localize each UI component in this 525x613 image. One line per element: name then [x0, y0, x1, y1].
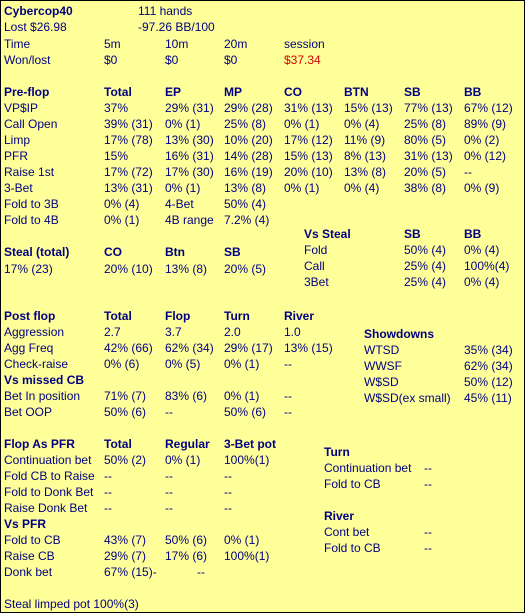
vs-pfr-cell: --: [197, 565, 205, 579]
flop-pfr-title: Flop As PFR: [4, 437, 75, 451]
bb-per-100: -97.26 BB/100: [138, 20, 215, 34]
steal-co-header: CO: [104, 245, 122, 259]
won-lost-10m: $0: [165, 53, 179, 67]
postflop-cell: 2.7: [104, 325, 121, 339]
vs-pfr-title: Vs PFR: [4, 517, 47, 531]
preflop-cell: 17% (30): [165, 165, 214, 179]
preflop-cell: 17% (12): [284, 133, 333, 147]
flop-pfr-row-label: Raise Donk Bet: [4, 501, 88, 515]
steal-total-value: 17% (23): [4, 262, 53, 276]
preflop-cell: 0% (1): [104, 213, 140, 227]
vs-pfr-row-label: Raise CB: [4, 549, 55, 563]
flop-pfr-3bet-header: 3-Bet pot: [224, 437, 276, 451]
preflop-row-label: Limp: [4, 133, 31, 147]
preflop-row-label: Fold to 3B: [4, 197, 59, 211]
postflop-river-header: River: [284, 309, 315, 323]
flop-pfr-row-label: Continuation bet: [4, 453, 92, 467]
flop-pfr-cell: --: [104, 469, 112, 483]
vs-pfr-row-label: Donk bet: [4, 565, 53, 579]
preflop-cell: 0% (1): [165, 117, 201, 131]
postflop-turn-header: Turn: [224, 309, 250, 323]
preflop-btn-header: BTN: [344, 85, 369, 99]
preflop-cell: 13% (8): [344, 165, 387, 179]
missed-cb-cell: --: [165, 405, 173, 419]
postflop-cell: 42% (66): [104, 341, 153, 355]
turn-row-label: Continuation bet: [324, 461, 412, 475]
preflop-cell: 15% (13): [344, 101, 393, 115]
preflop-cell: 7.2% (4): [224, 213, 270, 227]
vs-steal-cell: 25% (4): [404, 275, 447, 289]
turn-cell: --: [424, 477, 432, 491]
preflop-cell: 0% (12): [464, 149, 507, 163]
vs-steal-row-label: Call: [304, 259, 325, 273]
postflop-cell: 0% (5): [165, 357, 201, 371]
postflop-cell: 0% (1): [224, 357, 260, 371]
turn-title: Turn: [324, 445, 350, 459]
vs-steal-cell: 0% (4): [464, 243, 500, 257]
flop-pfr-cell: --: [224, 485, 232, 499]
missed-cb-cell: 50% (6): [104, 405, 147, 419]
river-title: River: [324, 509, 355, 523]
flop-pfr-cell: 100%(1): [224, 453, 270, 467]
vs-missed-cb-title: Vs missed CB: [4, 373, 85, 387]
missed-cb-cell: 0% (1): [224, 389, 260, 403]
flop-pfr-cell: --: [165, 469, 173, 483]
vs-steal-title: Vs Steal: [304, 227, 351, 241]
missed-cb-cell: 71% (7): [104, 389, 147, 403]
preflop-row-label: Raise 1st: [4, 165, 55, 179]
flop-pfr-cell: --: [104, 501, 112, 515]
steal-sb-value: 20% (5): [224, 262, 267, 276]
preflop-cell: 31% (13): [404, 149, 453, 163]
lost-amount: Lost $26.98: [4, 20, 67, 34]
vs-pfr-cell: 29% (7): [104, 549, 147, 563]
won-lost-20m: $0: [224, 53, 238, 67]
time-10m-header: 10m: [165, 37, 189, 51]
postflop-cell: 3.7: [165, 325, 182, 339]
preflop-cell: 17% (78): [104, 133, 153, 147]
vs-steal-row-label: 3Bet: [304, 275, 329, 289]
vs-steal-cell: 50% (4): [404, 243, 447, 257]
missed-cb-cell: --: [284, 405, 292, 419]
vs-pfr-cell: 67% (15)-: [104, 565, 157, 579]
turn-row-label: Fold to CB: [324, 477, 381, 491]
preflop-cell: 0% (1): [165, 181, 201, 195]
flop-pfr-cell: --: [224, 469, 232, 483]
preflop-cell: 0% (2): [464, 133, 500, 147]
steal-btn-value: 13% (8): [165, 262, 208, 276]
preflop-row-label: 3-Bet: [4, 181, 33, 195]
preflop-cell: 10% (20): [224, 133, 273, 147]
flop-pfr-cell: --: [224, 501, 232, 515]
preflop-cell: 20% (10): [284, 165, 333, 179]
won-lost-5m: $0: [104, 53, 118, 67]
vs-steal-cell: 0% (4): [464, 275, 500, 289]
vs-pfr-cell: 50% (6): [165, 533, 208, 547]
preflop-cell: 15% (13): [284, 149, 333, 163]
river-cell: --: [424, 525, 432, 539]
flop-pfr-cell: --: [165, 501, 173, 515]
postflop-total-header: Total: [104, 309, 132, 323]
preflop-cell: 14% (28): [224, 149, 273, 163]
preflop-cell: 4-Bet: [165, 197, 194, 211]
preflop-cell: 20% (5): [404, 165, 447, 179]
vs-steal-bb-header: BB: [464, 227, 482, 241]
preflop-cell: 4B range: [165, 213, 214, 227]
preflop-row-label: Fold to 4B: [4, 213, 59, 227]
preflop-cell: 13% (8): [224, 181, 267, 195]
showdown-row-label: W$SD: [364, 375, 399, 389]
postflop-row-label: Agg Freq: [4, 341, 54, 355]
flop-pfr-total-header: Total: [104, 437, 132, 451]
time-20m-header: 20m: [224, 37, 248, 51]
preflop-cell: 39% (31): [104, 117, 153, 131]
river-cell: --: [424, 541, 432, 555]
vs-pfr-cell: 0% (1): [224, 533, 260, 547]
preflop-cell: 38% (8): [404, 181, 447, 195]
preflop-cell: 0% (1): [284, 117, 320, 131]
preflop-cell: 89% (9): [464, 117, 507, 131]
steal-total-title: Steal (total): [4, 245, 70, 259]
preflop-cell: 16% (31): [165, 149, 214, 163]
missed-cb-cell: --: [284, 389, 292, 403]
preflop-row-label: PFR: [4, 149, 28, 163]
vs-pfr-cell: 17% (6): [165, 549, 208, 563]
postflop-row-label: Check-raise: [4, 357, 69, 371]
showdown-cell: 45% (11): [464, 391, 512, 405]
preflop-cell: 29% (28): [224, 101, 273, 115]
flop-pfr-row-label: Fold CB to Raise: [4, 469, 95, 483]
flop-pfr-cell: 0% (1): [165, 453, 201, 467]
river-row-label: Cont bet: [324, 525, 370, 539]
player-name: Cybercop40: [4, 4, 73, 18]
preflop-cell: 16% (19): [224, 165, 273, 179]
preflop-cell: 13% (31): [104, 181, 153, 195]
showdowns-title: Showdowns: [364, 327, 434, 341]
hands-count: 111 hands: [138, 4, 193, 18]
postflop-cell: 29% (17): [224, 341, 273, 355]
preflop-mp-header: MP: [224, 85, 242, 99]
preflop-cell: 17% (72): [104, 165, 153, 179]
preflop-cell: 29% (31): [165, 101, 214, 115]
showdown-cell: 35% (34): [464, 343, 513, 357]
preflop-cell: 11% (9): [344, 133, 386, 147]
turn-cell: --: [424, 461, 432, 475]
preflop-row-label: Call Open: [4, 117, 58, 131]
time-5m-header: 5m: [104, 37, 121, 51]
showdown-row-label: WWSF: [364, 359, 402, 373]
preflop-co-header: CO: [284, 85, 302, 99]
preflop-cell: 13% (30): [165, 133, 214, 147]
preflop-row-label: VP$IP: [4, 101, 39, 115]
postflop-cell: 1.0: [284, 325, 301, 339]
preflop-cell: 0% (4): [104, 197, 140, 211]
preflop-cell: 8% (13): [344, 149, 387, 163]
vs-pfr-row-label: Fold to CB: [4, 533, 61, 547]
river-row-label: Fold to CB: [324, 541, 381, 555]
preflop-cell: 77% (13): [404, 101, 453, 115]
showdown-row-label: WTSD: [364, 343, 400, 357]
preflop-cell: 37%: [104, 101, 129, 115]
missed-cb-cell: 50% (6): [224, 405, 267, 419]
vs-pfr-cell: 100%(1): [224, 549, 270, 563]
time-session-header: session: [284, 37, 325, 51]
missed-cb-row-label: Bet In position: [4, 389, 81, 403]
won-lost-label: Won/lost: [4, 53, 51, 67]
vs-steal-sb-header: SB: [404, 227, 421, 241]
showdown-row-label: W$SD(ex small): [364, 391, 451, 405]
time-label: Time: [4, 37, 31, 51]
preflop-title: Pre-flop: [4, 85, 50, 99]
preflop-bb-header: BB: [464, 85, 482, 99]
flop-pfr-cell: --: [165, 485, 173, 499]
preflop-cell: 0% (4): [344, 181, 380, 195]
preflop-total-header: Total: [104, 85, 132, 99]
flop-pfr-regular-header: Regular: [165, 437, 210, 451]
flop-pfr-cell: --: [104, 485, 112, 499]
vs-steal-row-label: Fold: [304, 243, 328, 257]
preflop-cell: 0% (1): [284, 181, 320, 195]
preflop-cell: 15%: [104, 149, 129, 163]
steal-limped-pot: Steal limped pot 100%(3): [4, 597, 139, 611]
preflop-cell: 25% (8): [224, 117, 267, 131]
preflop-ep-header: EP: [165, 85, 182, 99]
preflop-cell: --: [464, 165, 472, 179]
postflop-cell: 0% (6): [104, 357, 140, 371]
postflop-cell: 62% (34): [165, 341, 214, 355]
showdown-cell: 62% (34): [464, 359, 513, 373]
vs-pfr-cell: 43% (7): [104, 533, 147, 547]
flop-pfr-row-label: Fold to Donk Bet: [4, 485, 94, 499]
postflop-flop-header: Flop: [165, 309, 191, 323]
won-lost-session: $37.34: [284, 53, 321, 67]
steal-btn-header: Btn: [165, 245, 185, 259]
postflop-cell: 2.0: [224, 325, 241, 339]
preflop-sb-header: SB: [404, 85, 421, 99]
steal-sb-header: SB: [224, 245, 241, 259]
missed-cb-row-label: Bet OOP: [4, 405, 53, 419]
preflop-cell: 31% (13): [284, 101, 333, 115]
steal-co-value: 20% (10): [104, 262, 153, 276]
showdown-cell: 50% (12): [464, 375, 513, 389]
missed-cb-cell: 83% (6): [165, 389, 208, 403]
preflop-cell: 50% (4): [224, 197, 267, 211]
preflop-cell: 0% (4): [344, 117, 380, 131]
preflop-cell: 67% (12): [464, 101, 513, 115]
preflop-cell: 0% (9): [464, 181, 500, 195]
preflop-cell: 80% (5): [404, 133, 447, 147]
postflop-cell: 13% (15): [284, 341, 333, 355]
preflop-cell: 25% (8): [404, 117, 447, 131]
postflop-row-label: Aggression: [4, 325, 65, 339]
postflop-cell: --: [284, 357, 292, 371]
flop-pfr-cell: 50% (2): [104, 453, 147, 467]
postflop-title: Post flop: [4, 309, 56, 323]
vs-steal-cell: 25% (4): [404, 259, 447, 273]
vs-steal-cell: 100%(4): [464, 259, 510, 273]
